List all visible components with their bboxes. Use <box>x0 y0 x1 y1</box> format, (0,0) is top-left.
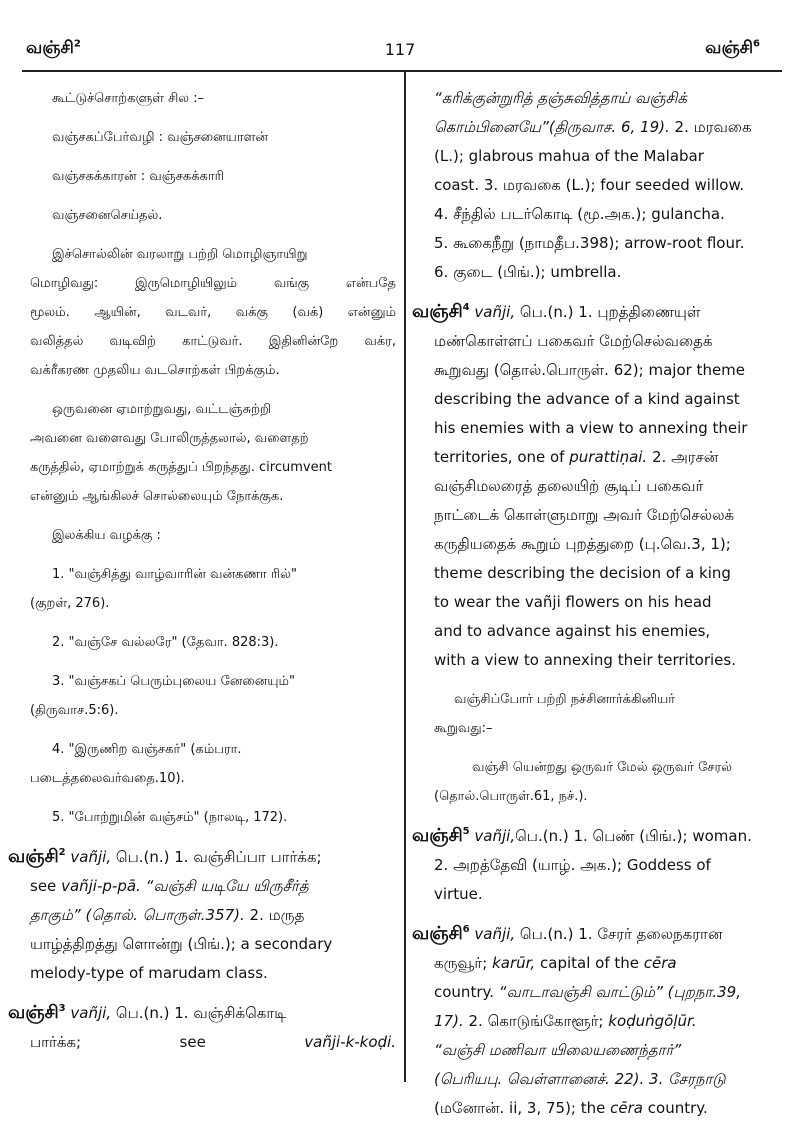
etymology-line: வக்ரீகரண முதலிய வடசொற்கள் பிறக்கும். <box>30 363 280 378</box>
citation: (புறநா.39, <box>667 983 741 1001</box>
definition-text: யாழ்த்திறத்து ளொன்று (பிங்.); a secondary <box>30 935 333 953</box>
definition-text: melody-type of marudam class. <box>30 964 268 982</box>
definition-text: theme describing the decision of a king <box>434 564 731 582</box>
definition-text: with a view to annexing their territories. <box>434 651 736 669</box>
right-column <box>412 84 784 1123</box>
literary-usage-heading: இலக்கிய வழக்கு : <box>52 528 161 543</box>
definition-text: 6. குடை (பிங்.); umbrella. <box>434 263 622 281</box>
etymology-line: ஒருவனை ஏமாற்றுவது, வட்டஞ்சுற்றி <box>52 402 272 417</box>
quote-1-source: (குறள், 276). <box>30 596 110 611</box>
citation-source: (தொல்.பொருள்.61, நச்.). <box>434 789 588 804</box>
quote-4-source: படைத்தலைவர்வதை.10). <box>30 771 185 786</box>
definition-text: பார்க்க; <box>30 1033 82 1051</box>
transliteration: cēra <box>643 954 677 972</box>
headword: வஞ்சி$^3$ <box>8 1002 66 1023</box>
definition-text: and to advance against his enemies, <box>434 622 711 640</box>
quotation: “வஞ்சி யடியே யிருசீர்த் <box>145 877 309 895</box>
header-rule <box>22 70 782 72</box>
definition-text: மண்கொள்ளப் பகைவர் மேற்செல்வதைக் <box>434 332 713 350</box>
header-left-headword: வஞ்சி$^2$ <box>26 38 81 58</box>
definition-text: 2. அரசன் <box>651 448 719 466</box>
definition-text: his enemies with a view to annexing their <box>434 419 748 437</box>
definition-text: பெ.(n.) 1. புறத்திணையுள் <box>519 303 701 321</box>
compounds-heading: கூட்டுச்சொற்களுள் சில :– <box>52 91 205 106</box>
cross-reference: vañji-p-pā. <box>61 877 141 895</box>
definition-text: 2. மரவகை <box>674 118 752 136</box>
definition-text: 2. அறத்தேவி (யாழ். அக.); Goddess of <box>434 856 711 874</box>
headword: வஞ்சி$^5$ <box>412 825 470 846</box>
etymology-line: கருத்தில், ஏமாற்றுக் கருத்துப் பிறந்தது. circumvent <box>30 460 332 475</box>
definition-text: virtue. <box>434 885 483 903</box>
citation-quote: வஞ்சி யென்றது ஒருவர் மேல் ஒருவர் சேரல் <box>472 760 733 775</box>
definition-text: 2. மருத <box>249 906 305 924</box>
left-column <box>8 84 396 1057</box>
etymology-line: அவனை வளைவது போலிருத்தலால், வளைதற் <box>30 431 309 446</box>
entry-vanji-2 <box>8 842 396 988</box>
quote-1: 1. "வஞ்சித்து வாழ்வாரின் வன்கணா ரில்" <box>52 567 297 582</box>
compound-2: வஞ்சகக்காரன் : வஞ்சகக்காரி <box>52 169 225 184</box>
citation: (பெரியபு. வெள்ளானைச். 22). 3. சேரநாடு <box>434 1070 726 1088</box>
quotation: “வஞ்சி மணிவா யிலையணைந்தார்” <box>434 1041 682 1059</box>
cross-reference: purattiṇai. <box>569 448 648 466</box>
definition-text: கூறுவது (தொல்.பொருள். 62); major theme <box>434 361 746 379</box>
cross-reference: vañji-k-koḍi. <box>304 1033 396 1051</box>
definition-text: describing the advance of a kind against <box>434 390 740 408</box>
quote-5: 5. "போற்றுமின் வஞ்சம்" (நாலடி, 172). <box>52 810 288 825</box>
citation: (திருவாச. 6, 19). <box>548 118 670 136</box>
definition-text: coast. 3. மரவகை (L.); four seeded willow. <box>434 176 745 194</box>
definition-text: நாட்டைக் கொள்ளுமாறு அவர் மேற்செல்லக் <box>434 506 735 524</box>
citation-note: வஞ்சிப்போர் பற்றி நச்சினார்க்கினியர் <box>454 692 676 707</box>
quote-3-source: (திருவாச.5:6). <box>30 703 119 718</box>
transliteration: cēra <box>610 1099 643 1117</box>
headword: வஞ்சி$^6$ <box>412 923 470 944</box>
definition-text: country. <box>434 983 494 1001</box>
quotation: தாகும்” <box>30 906 81 924</box>
entry-vanji-3 <box>8 998 396 1057</box>
column-divider <box>404 72 406 1082</box>
citation: (தொல். பொருள்.357). <box>85 906 245 924</box>
citation: 17). <box>434 1012 464 1030</box>
compound-3: வஞ்சனைசெய்தல். <box>52 208 163 223</box>
entry-vanji-1-continued <box>412 84 784 287</box>
definition-text: territories, one of <box>434 448 565 466</box>
definition-text: பெ.(n.) 1. சேரர் தலைநகரான <box>519 925 723 943</box>
definition-text: பெ.(n.) 1. வஞ்சிக்கொடி <box>115 1004 287 1022</box>
definition-text: பெ.(n.) 1. பெண் (பிங்.); woman. <box>515 827 752 845</box>
definition-text: கருவூர்; <box>434 954 488 972</box>
etymology-line: இச்சொல்லின் வரலாறு பற்றி மொழிஞாயிறு <box>52 247 308 262</box>
quote-2: 2. "வஞ்சே வல்லரே" (தேவா. 828:3). <box>52 635 279 650</box>
transliteration: vañji, <box>474 925 516 943</box>
definition-text: (மனோன். ii, 3, 75); the <box>434 1099 606 1117</box>
definition-text: கருதியதைக் கூறும் புறத்துறை (பு.வெ.3, 1); <box>434 535 731 553</box>
headword: வஞ்சி$^4$ <box>412 301 470 322</box>
quotation: கொம்பினையே” <box>434 118 549 136</box>
header-right-headword: வஞ்சி$^6$ <box>705 38 760 58</box>
quotation: “கரிக்குன்றுரித் தஞ்சுவித்தாய் வஞ்சிக் <box>434 89 687 107</box>
definition-text: பெ.(n.) 1. வஞ்சிப்பா பார்க்க; <box>115 848 322 866</box>
quote-4: 4. "இருணிற வஞ்சகர்" (கம்பரா. <box>52 742 242 757</box>
definition-text: see <box>30 877 57 895</box>
entry-vanji-6 <box>412 919 784 1123</box>
definition-text: (L.); glabrous mahua of the Malabar <box>434 147 704 165</box>
citation-note: கூறுவது:– <box>434 721 493 736</box>
definition-text: see <box>179 1033 206 1051</box>
transliteration: karūr, <box>492 954 536 972</box>
definition-text: capital of the <box>540 954 639 972</box>
entry-vanji-4 <box>412 297 784 675</box>
definition-text: வஞ்சிமலரைத் தலையிற் சூடிப் பகைவர் <box>434 477 704 495</box>
quote-3: 3. "வஞ்சகப் பெரும்புலைய னேனையும்" <box>52 674 295 689</box>
etymology-line: மொழிவது: இருமொழியிலும் வங்கு என்பதே <box>30 276 396 291</box>
transliteration: vañji, <box>70 1004 112 1022</box>
transliteration: vañji, <box>474 827 516 845</box>
etymology-line: வலித்தல் வடிவிற் காட்டுவர். இதினின்றே வக்ர, <box>30 334 396 349</box>
headword: வஞ்சி$^2$ <box>8 846 66 867</box>
definition-text: country. <box>647 1099 708 1117</box>
etymology-line: என்னும் ஆங்கிலச் சொல்லையும் நோக்குக. <box>30 489 284 504</box>
page-number: 117 <box>384 40 416 59</box>
transliteration: vañji, <box>474 303 516 321</box>
transliteration: vañji, <box>70 848 112 866</box>
definition-text: 4. சீந்தில் படர்கொடி (மூ.அக.); gulancha. <box>434 205 725 223</box>
quotation: “வாடாவஞ்சி வாட்டும்” <box>498 983 663 1001</box>
definition-text: 5. கூகைநீறு (நாமதீப.398); arrow-root flour. <box>434 234 745 252</box>
etymology-line: மூலம். ஆயின், வடவர், வக்கு (வக்) என்னும் <box>30 305 396 320</box>
definition-text: 2. கொடுங்கோளூர்; <box>468 1012 604 1030</box>
compound-1: வஞ்சகப்பேர்வழி : வஞ்சனையாளன் <box>52 130 268 145</box>
transliteration: koḍuṅgōḷūr. <box>608 1012 697 1030</box>
entry-vanji-5 <box>412 821 784 909</box>
definition-text: to wear the vañji flowers on his head <box>434 593 712 611</box>
